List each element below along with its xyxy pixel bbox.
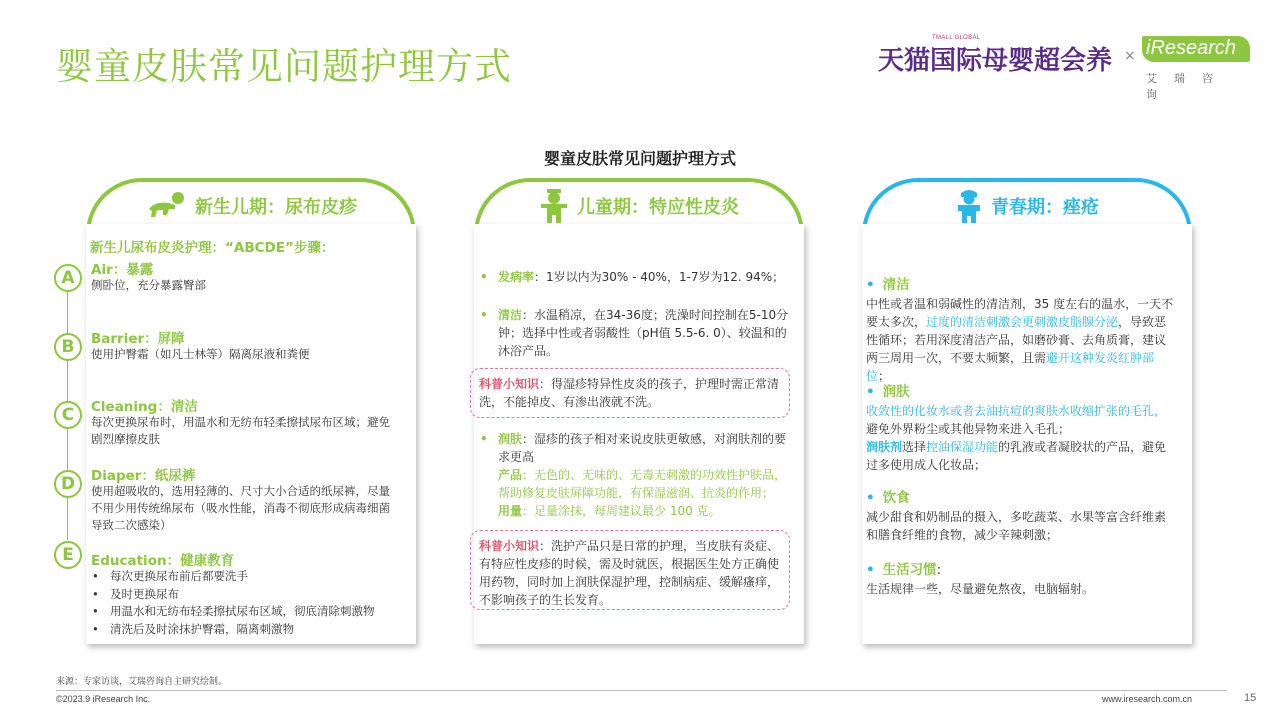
bullet-icon: • [866,490,875,506]
list-item: • 清洗后及时涂抹护臀霜，隔离刺激物 [90,621,375,639]
card-header [862,190,1192,222]
habit-title: 生活习惯 [882,562,937,578]
list-item: • 每次更换尿布前后都要洗手 [90,568,375,586]
clean-title: 清洁 [882,277,910,293]
moist-text: 避免外界粉尘或其他异物来进入毛孔； [866,422,1071,436]
footer-divider [56,690,1226,691]
teen-icon [955,189,983,223]
education-list [90,568,375,638]
step-title: Education：健康教育 [91,553,235,569]
bullet-icon: • [480,270,488,284]
page-number: 15 [1244,692,1257,704]
clean-text: ； [878,369,891,383]
clean-item [480,306,794,360]
dosage-text: ：足量涂抹，每周建议最少 100 克。 [522,504,721,518]
tip-text: ：得湿疹特异性皮炎的孩子，护理时需正常清洗，不能掉皮、有渗出液就不洗。 [479,377,780,409]
child-icon [539,189,569,223]
clean-text: 中性或者温和弱碱性的清洁剂，35 度左右的温水，一天不要太多次， [866,297,1174,329]
moist-label: 润肤 [498,432,523,446]
tmall-logo-text: 天猫国际母婴超会养 [878,46,1113,76]
product-label: 产品 [498,468,523,482]
moist-section [866,383,1176,474]
habit-colon: : [936,562,942,578]
step-title: Air：暴露 [91,262,154,278]
letter-e-icon: E [54,541,82,569]
bullet-icon: • [866,562,875,578]
section-title: 婴童皮肤常见问题护理方式 [543,149,736,168]
bullet-icon: • [480,308,488,322]
habit-text: 生活规律一些，尽量避免熬夜，电脑辐射。 [866,582,1095,596]
bullet-icon: • [866,384,875,400]
letter-c-icon: C [54,401,82,429]
diet-title: 饮食 [882,490,910,506]
tip-box [470,530,790,610]
incidence-text: ：1岁以内为30% - 40%，1-7岁为12. 94%； [534,270,785,284]
website-link[interactable]: www.iresearch.com.cn [1102,694,1193,704]
connector-line [67,498,68,540]
connector-line [67,428,68,470]
clean-section [866,276,1176,385]
crawling-baby-icon [145,191,187,221]
habit-section [866,561,1176,598]
clean-text: ：水温稍凉，在34-36度；洗澡时间控制在5-10分钟；选择中性或者弱酸性（pH值 5.5-6. 0）、较温和的沐浴产品。 [498,308,789,358]
diet-section [866,489,1176,544]
card-title: 儿童期：特应性皮炎 [577,197,739,218]
tip-box [470,368,790,418]
step-title: Diaper：纸尿裤 [91,468,196,484]
incidence-item [480,268,792,286]
iresearch-logo-text: iResearch [1146,37,1237,59]
card-title: 青春期：痤疮 [991,197,1099,218]
letter-d-icon: D [54,470,82,498]
tmall-global-label: TMALL GLOBAL [932,35,981,41]
clean-text: ，导致恶性循环；若用深度清洁产品，如磨砂膏、去角质膏，建议两三周用一次，不要太频繁，且需 [866,315,1167,365]
moist-title: 润肤 [882,384,910,400]
iresearch-cn-text: 艾瑞咨询 [1146,72,1230,101]
clean-label: 清洁 [498,308,523,322]
cross-sign: × [1124,48,1136,64]
step-desc: 每次更换尿布时，用温水和无纺布轻柔擦拭尿布区域；避免剧烈摩擦皮肤 [91,415,390,446]
clean-highlight: 避开这种发炎红肿部位 [866,351,1155,383]
dosage-label: 用量 [498,504,523,518]
abcde-subtitle: 新生儿尿布皮炎护理：“ABCDE”步骤： [90,240,335,256]
card-title: 新生儿期：尿布皮疹 [195,197,357,218]
moist-text: 的乳液或者凝胶状的产品，避免过多使用成人化妆品； [866,440,1167,472]
step-desc: 使用超吸收的，选用轻薄的、尺寸大小合适的纸尿裤，尽量不用少用传统绵尿布（吸水性能，消毒不彻底形成病毒细菌导致二次感染） [91,484,390,532]
brand-logo [876,32,1256,101]
list-item: • 及时更换尿布 [90,586,375,604]
step-desc: 使用护臀霜（如凡士林等）隔离尿液和粪便 [91,347,310,361]
tip-label: 科普小知识 [479,539,540,553]
moist-item [480,430,794,520]
connector-line [67,292,68,334]
bullet-icon: • [866,277,875,293]
moist-highlight: 收敛性的化妆水或者去油抗痘的爽肤水收缩扩张的毛孔， [866,404,1167,418]
letter-b-icon: B [54,333,82,361]
moist-highlight: 控油保湿功能 [926,440,999,454]
product-text: ：无色的、无味的、无毒无刺激的功效性护肤品，帮助修复皮肤屏障功能，有保湿滋润、抗炎的作用； [498,468,787,500]
card-header [474,190,804,222]
diet-text: 减少甜食和奶制品的摄入，多吃蔬菜、水果等富含纤维素和膳食纤维的食物，减少辛辣刺激； [866,510,1167,542]
card-header [86,190,416,222]
moist-text: ：湿疹的孩子相对来说皮肤更敏感，对润肤剂的要求更高 [498,432,787,464]
step-title: Cleaning：清洁 [91,399,198,415]
connector-line [67,360,68,402]
tip-label: 科普小知识 [479,377,540,391]
letter-a-icon: A [54,264,82,292]
moist-text: 选择 [902,440,927,454]
tip-text: ：洗护产品只是日常的护理，当皮肤有炎症、有特应性皮疹的时候，需及时就医，根据医生处方正确使用药物，同时加上润肤保湿护理，控制病症、缓解瘙痒，不影响孩子的生长发育。 [479,539,780,607]
bullet-icon: • [480,432,488,446]
step-desc: 侧卧位，充分暴露臀部 [91,278,206,292]
incidence-label: 发病率 [498,270,535,284]
copyright: ©2023.9 iResearch Inc. [56,694,151,704]
page-title: 婴童皮肤常见问题护理方式 [56,45,512,88]
list-item: • 用温水和无纺布轻柔擦拭尿布区域，彻底清除刺激物 [90,603,375,621]
clean-highlight: 过度的清洁刺激会更刺激皮脂腺分泌 [926,315,1119,329]
step-title: Barrier：屏障 [91,331,185,347]
source-note: 来源：专家访谈，艾瑞咨询自主研究绘制。 [56,677,228,687]
moist-highlight: 润肤剂 [866,440,903,454]
